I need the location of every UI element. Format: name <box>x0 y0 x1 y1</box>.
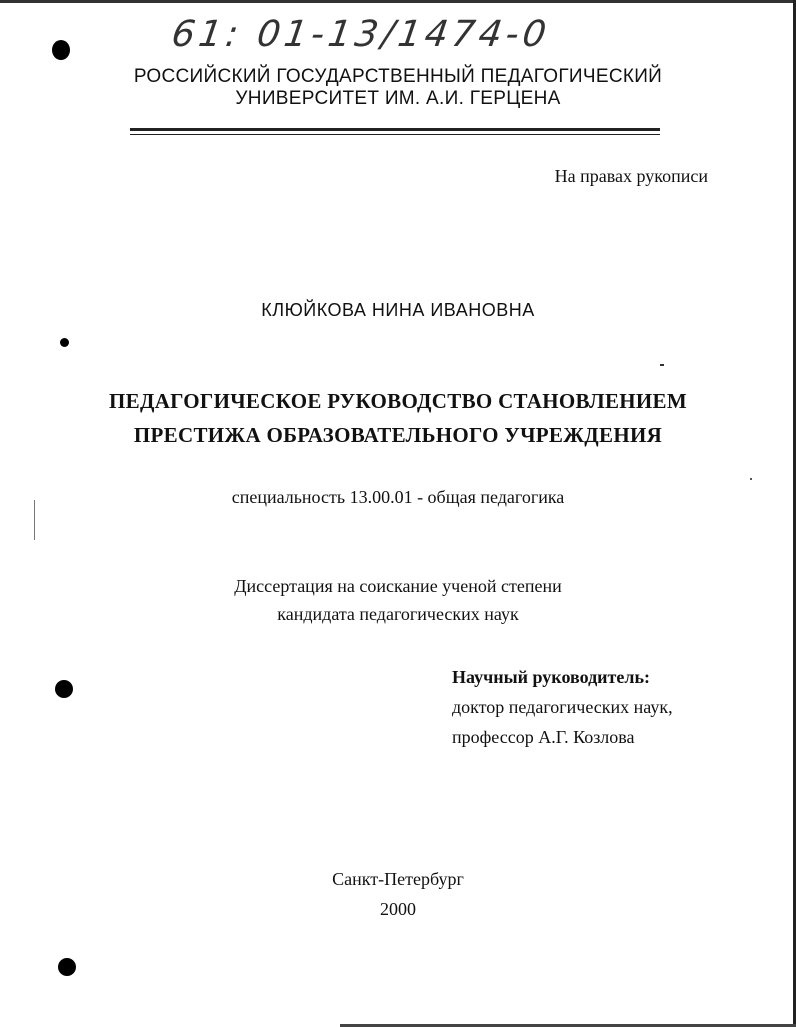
supervisor-name: профессор А.Г. Козлова <box>452 727 635 747</box>
author-name: КЛЮЙКОВА НИНА ИВАНОВНА <box>261 300 535 320</box>
punch-hole-mark <box>52 40 70 60</box>
title-line-2: ПРЕСТИЖА ОБРАЗОВАТЕЛЬНОГО УЧРЕЖДЕНИЯ <box>133 423 663 447</box>
place: Санкт-Петербург <box>332 869 464 889</box>
degree-statement <box>0 572 796 628</box>
manuscript-note: На правах рукописи <box>554 166 708 186</box>
dissertation-title <box>0 384 796 452</box>
institution-line-1: РОССИЙСКИЙ ГОСУДАРСТВЕННЫЙ ПЕДАГОГИЧЕСКИЙ <box>133 66 663 87</box>
supervisor-heading: Научный руководитель: <box>452 667 650 687</box>
title-line-1: ПЕДАГОГИЧЕСКОЕ РУКОВОДСТВО СТАНОВЛЕНИЕМ <box>109 389 687 413</box>
scan-speck <box>660 364 664 366</box>
archive-number: 61: 01-13/1474-0 <box>169 14 553 55</box>
year: 2000 <box>380 899 416 919</box>
header-rule-thick <box>130 128 660 131</box>
punch-hole-mark <box>55 680 73 698</box>
punch-hole-mark <box>58 958 76 976</box>
degree-line-1: Диссертация на соискание ученой степени <box>234 576 562 596</box>
place-and-year <box>0 864 796 924</box>
punch-hole-mark <box>60 338 69 347</box>
supervisor-degree: доктор педагогических наук, <box>452 697 673 717</box>
specialty: специальность 13.00.01 - общая педагогика <box>231 487 565 507</box>
header-rule-thin <box>130 134 660 135</box>
institution-line-2: УНИВЕРСИТЕТ ИМ. А.И. ГЕРЦЕНА <box>235 88 561 109</box>
degree-line-2: кандидата педагогических наук <box>277 604 519 624</box>
supervisor-block <box>452 662 673 752</box>
scan-edge-top <box>0 0 796 3</box>
scan-speck <box>750 478 752 480</box>
institution-header <box>0 66 796 110</box>
